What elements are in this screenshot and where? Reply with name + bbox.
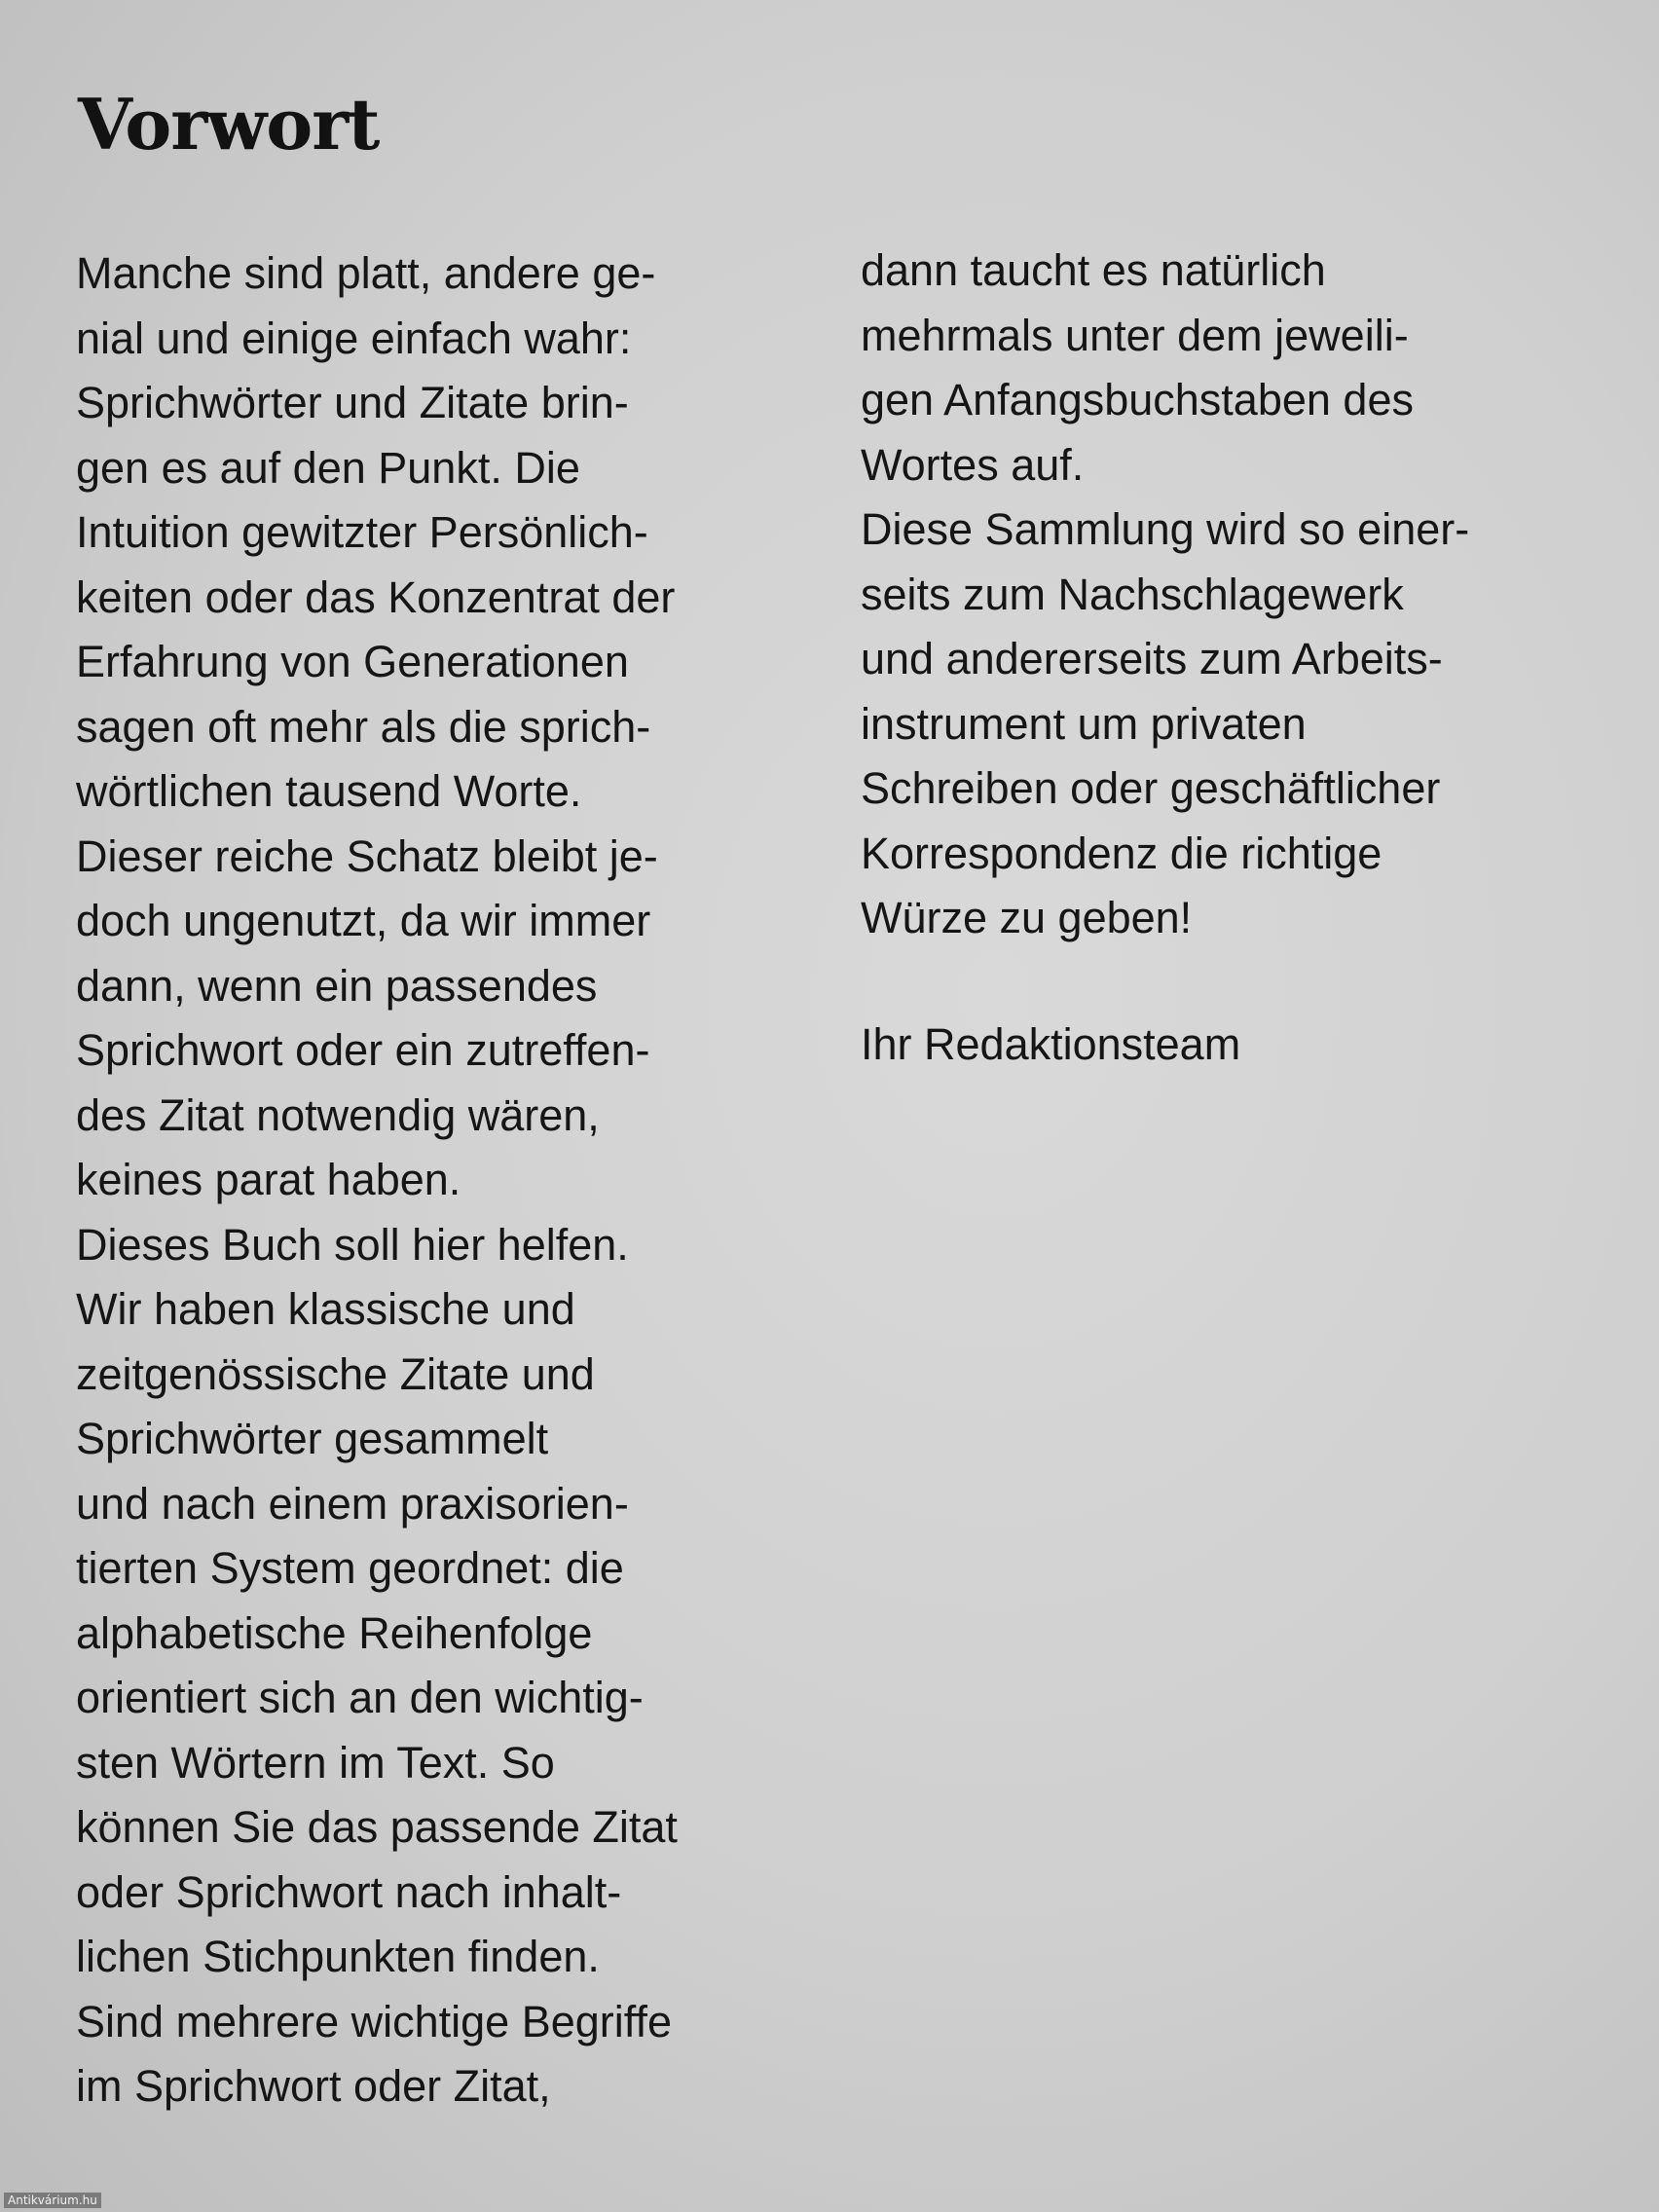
text-line: Sprichwörter gesammelt xyxy=(76,1414,549,1463)
text-line: orientiert sich an den wichtig- xyxy=(76,1673,644,1722)
text-line: oder Sprichwort nach inhalt- xyxy=(76,1866,622,1917)
watermark: Antikvárium.hu xyxy=(4,2193,101,2208)
text-line: mehrmals unter dem jeweili- xyxy=(861,310,1409,360)
text-line: sten Wörtern im Text. So xyxy=(76,1737,555,1788)
text-line: lichen Stichpunkten finden. xyxy=(76,1932,600,1981)
text-line: und nach einem praxisorien- xyxy=(76,1478,629,1529)
text-line: Korrespondenz die richtige xyxy=(861,828,1382,878)
text-line: Dieser reiche Schatz bleibt je- xyxy=(76,830,658,881)
text-line: keiten oder das Konzentrat der xyxy=(76,571,676,622)
text-line: alphabetische Reihenfolge xyxy=(76,1607,593,1658)
text-line: Schreiben oder geschäftlicher xyxy=(861,763,1441,813)
text-line: instrument um privaten xyxy=(861,698,1307,749)
text-line: nial und einige einfach wahr: xyxy=(76,313,632,363)
text-line: gen Anfangsbuchstaben des xyxy=(861,375,1414,424)
text-line: gen es auf den Punkt. Die xyxy=(76,442,580,493)
text-line: tierten System geordnet: die xyxy=(76,1543,624,1593)
text-line: keines parat haben. xyxy=(76,1155,461,1204)
text-line: Wir haben klassische und xyxy=(76,1284,575,1334)
text-line: können Sie das passende Zitat xyxy=(76,1802,678,1852)
right-text-column xyxy=(861,239,1562,951)
text-line: Erfahrung von Generationen xyxy=(76,637,629,686)
text-line: Sprichwort oder ein zutreffen- xyxy=(76,1025,650,1075)
text-line: Sprichwörter und Zitate brin- xyxy=(76,378,629,427)
text-line: Wortes auf. xyxy=(861,439,1085,490)
text-line: Würze zu geben! xyxy=(861,893,1193,942)
text-line: des Zitat notwendig wären, xyxy=(76,1089,600,1140)
text-line: sagen oft mehr als die sprich- xyxy=(76,701,651,752)
text-line: Manche sind platt, andere ge- xyxy=(76,248,656,298)
text-line: Intuition gewitzter Persönlich- xyxy=(76,507,648,557)
left-text-column xyxy=(76,241,777,2120)
text-line: und andererseits zum Arbeits- xyxy=(861,634,1443,683)
page-heading: Vorwort xyxy=(78,83,380,166)
text-line: wörtlichen tausend Worte. xyxy=(76,766,582,816)
text-line: dann taucht es natürlich xyxy=(861,245,1326,295)
text-line: Diese Sammlung wird so einer- xyxy=(861,504,1470,554)
text-line: Sind mehrere wichtige Begriffe xyxy=(76,1996,672,2046)
text-line: dann, wenn ein passendes xyxy=(76,960,598,1011)
text-line: im Sprichwort oder Zitat, xyxy=(76,2061,551,2111)
text-line: zeitgenössische Zitate und xyxy=(76,1348,595,1399)
signature: Ihr Redaktionsteam xyxy=(861,1019,1241,1069)
text-line: seits zum Nachschlagewerk xyxy=(861,569,1404,619)
text-line: Dieses Buch soll hier helfen. xyxy=(76,1219,629,1270)
text-line: doch ungenutzt, da wir immer xyxy=(76,896,651,945)
